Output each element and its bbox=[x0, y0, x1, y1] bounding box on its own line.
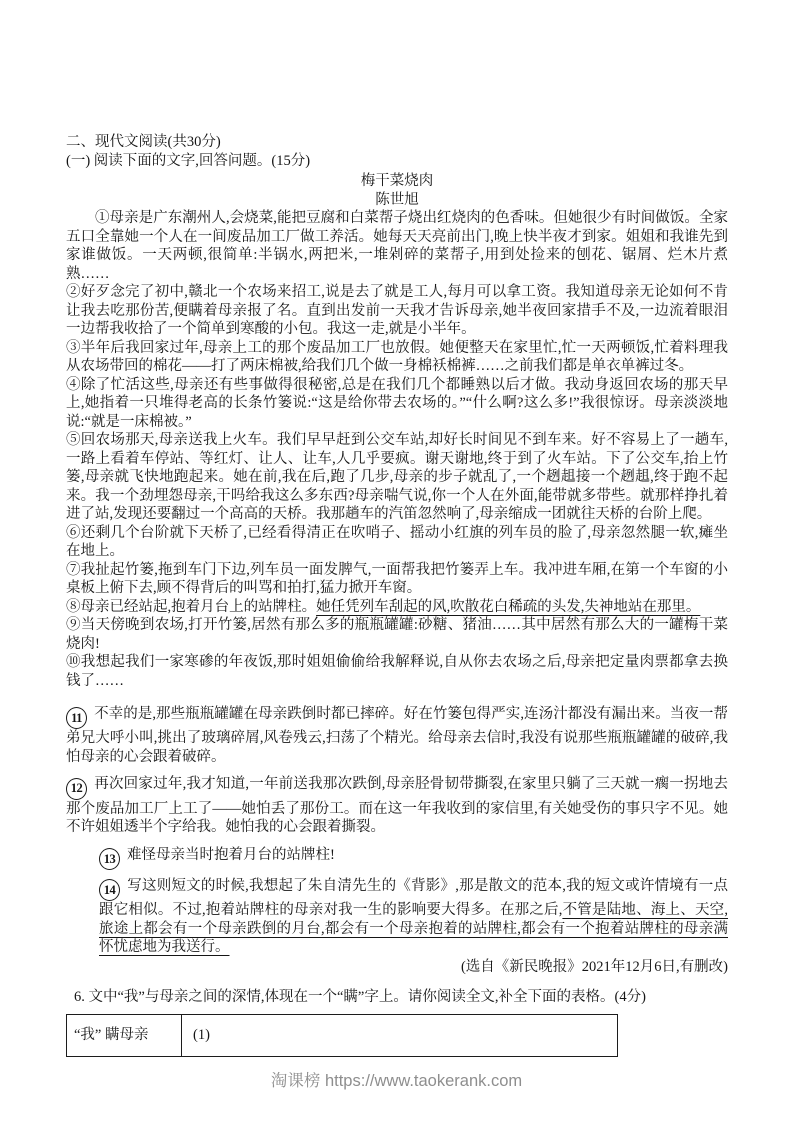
paragraph-11-text: 不幸的是,那些瓶瓶罐罐在母亲跌倒时都已摔碎。好在竹篓包得严实,连汤汁都没有漏出来。当夜一帮弟兄大呼小叫,挑出了玻璃碎屑,风卷残云,扫荡了个精光。给母亲去信时,我没有说那些瓶瓶罐罐的破碎,我怕母亲的心会跟着破碎。 bbox=[66, 706, 728, 765]
paragraph-12-text: 再次回家过年,我才知道,一年前送我那次跌倒,母亲胫骨韧带撕裂,在家里只躺了三天就一瘸一拐地去那个废品加工厂上工了——她怕丢了那份工。而在这一年我收到的家信里,有关她受伤的事只字不见。她不许姐姐透半个字给我。她怕我的心会跟着撕裂。 bbox=[66, 776, 728, 835]
circled-number-14: 14 bbox=[99, 879, 120, 901]
section-heading: 二、现代文阅读(共30分) bbox=[66, 134, 221, 150]
paragraph-8 bbox=[66, 598, 728, 617]
site-footer bbox=[0, 1067, 793, 1091]
paragraph-14-underlined-sentence: 不管是陆地、海上、天空,旅途上都会有一个母亲跌倒的月台,都会有一个母亲抱着的站牌柱,都会有一个抱着站牌柱的母亲满怀忧虑地为我送行。 bbox=[99, 902, 729, 955]
article-author: 陈世旭 bbox=[375, 191, 419, 208]
source-attribution: (选自《新民晚报》2021年12月6日,有删改) bbox=[460, 958, 728, 975]
paragraph-2: ②好歹念完了初中,赣北一个农场来招工,说是去了就是工人,每月可以拿工资。我知道母亲无论如何不肯让我去吃那份苦,便瞒着母亲报了名。直到出发前一天我才告诉母亲,她半夜回家措手不及,一边流着眼泪一边帮我收拾了一个简单到寒酸的小包。我这一走,就是小半年。 bbox=[66, 284, 728, 337]
paragraph-13 bbox=[99, 846, 728, 870]
paragraph-4: ④除了忙活这些,母亲还有些事做得很秘密,总是在我们几个都睡熟以后才做。我动身返回农场的那天早上,她指着一只堆得老高的长条竹篓说:“这是给你带去农场的。”“什么啊?这么多!”我很惊讶。母亲淡淡地说:“就是一床棉被。” bbox=[66, 376, 728, 430]
page-content bbox=[66, 133, 728, 1057]
table-answer-cell: (1) bbox=[182, 1014, 618, 1056]
paragraph-7: ⑦我扯起竹篓,拖到车门下边,列车员一面发脾气,一面帮我把竹篓弄上车。我冲进车厢,在第一个车窗的小桌板上俯下去,顾不得背后的叫骂和拍打,猛力掀开车窗。 bbox=[66, 561, 728, 596]
subsection-heading: (一) 阅读下面的文字,回答问题。(15分) bbox=[66, 152, 311, 169]
paragraph-14-text: 写这则短文的时候,我想起了朱自清先生的《背影》,那是散文的范本,我的短文或许情境有一点跟它相似。不过,抱着站牌柱的母亲对我一生的影响要大得多。在那之后, bbox=[99, 877, 728, 918]
article-title: 梅干菜烧肉 bbox=[360, 173, 434, 189]
paragraph-5: ⑤回农场那天,母亲送我上火车。我们早早赶到公交车站,却好长时间见不到车来。好不容易上了一趟车,一路上看着车停站、等红灯、让人、让车,人几乎要疯。谢天谢地,终于到了火车站。下了公交车,抬上竹篓,母亲就飞快地跑起来。她在前,我在后,跑了几步,母亲的步子就乱了,一个趔趄接一个趔趄,终于跑不起来。我一个劲埋怨母亲,干吗给我这么多东西?母亲喘气说,你一个人在外面,能带就多带些。就那样挣扎着进了站,发现还要翻过一个高高的天桥。我那趟车的汽笛忽然响了,母亲缩成一团就往天桥的台阶上爬。 bbox=[66, 432, 728, 522]
circled-number-11: 11 bbox=[66, 707, 87, 729]
paragraph-10: ⑩我想起我们一家寒碜的年夜饭,那时姐姐偷偷给我解释说,自从你去农场之后,母亲把定量肉票都拿去换钱了…… bbox=[66, 654, 728, 689]
paragraph-8-underlined-sentence: 她任凭列车刮起的风,吹散花白稀疏的头发,失神地站在那里。 bbox=[316, 598, 701, 615]
answer-table bbox=[66, 1014, 618, 1057]
circled-number-13: 13 bbox=[99, 848, 120, 870]
paragraph-11 bbox=[66, 705, 728, 766]
paragraph-3: ③半年后我回家过年,母亲上工的那个废品加工厂也放假。她便整天在家里忙,忙一天两顿饭,忙着料理我从农场带回的棉花——打了两床棉被,给我们几个做一身棉袄棉裤……之前我们都是单衣单裤过冬。 bbox=[66, 339, 728, 374]
table-row-header-cell: “我” 瞒母亲 bbox=[67, 1014, 182, 1056]
answer-table-row bbox=[67, 1014, 618, 1056]
footer-watermark-text: 淘课榜 https://www.taokerank.com bbox=[270, 1072, 523, 1090]
paragraph-13-text: 难怪母亲当时抱着月台的站牌柱! bbox=[127, 846, 335, 863]
paragraph-1: ①母亲是广东潮州人,会烧菜,能把豆腐和白菜帮子烧出红烧肉的色香味。但她很少有时间做饭。全家五口全靠她一个人在一间废品加工厂做工养活。她每天天亮前出门,晚上快半夜才到家。姐姐和我谁先到家谁做饭。一天两顿,很简单:半锅水,两把米,一堆剁碎的菜帮子,用到处捡来的刨花、锯屑、烂木片煮熟…… bbox=[66, 210, 728, 282]
question-6: 6. 文中“我”与母亲之间的深情,体现在一个“瞒”字上。请你阅读全文,补全下面的表格。(4分) bbox=[74, 989, 646, 1005]
paragraph-12 bbox=[66, 775, 728, 836]
paragraph-9: ⑨当天傍晚到农场,打开竹篓,居然有那么多的瓶瓶罐罐:砂糖、猪油……其中居然有那么大的一罐梅干菜烧肉! bbox=[66, 617, 728, 652]
paragraph-8-text: ⑧母亲已经站起,抱着月台上的站牌柱。 bbox=[66, 598, 317, 615]
paragraph-14 bbox=[99, 877, 728, 957]
circled-number-12: 12 bbox=[66, 778, 87, 800]
paragraph-6: ⑥还剩几个台阶就下天桥了,已经看得清正在吹哨子、摇动小红旗的列车员的脸了,母亲忽然腿一软,瘫坐在地上。 bbox=[66, 524, 728, 559]
